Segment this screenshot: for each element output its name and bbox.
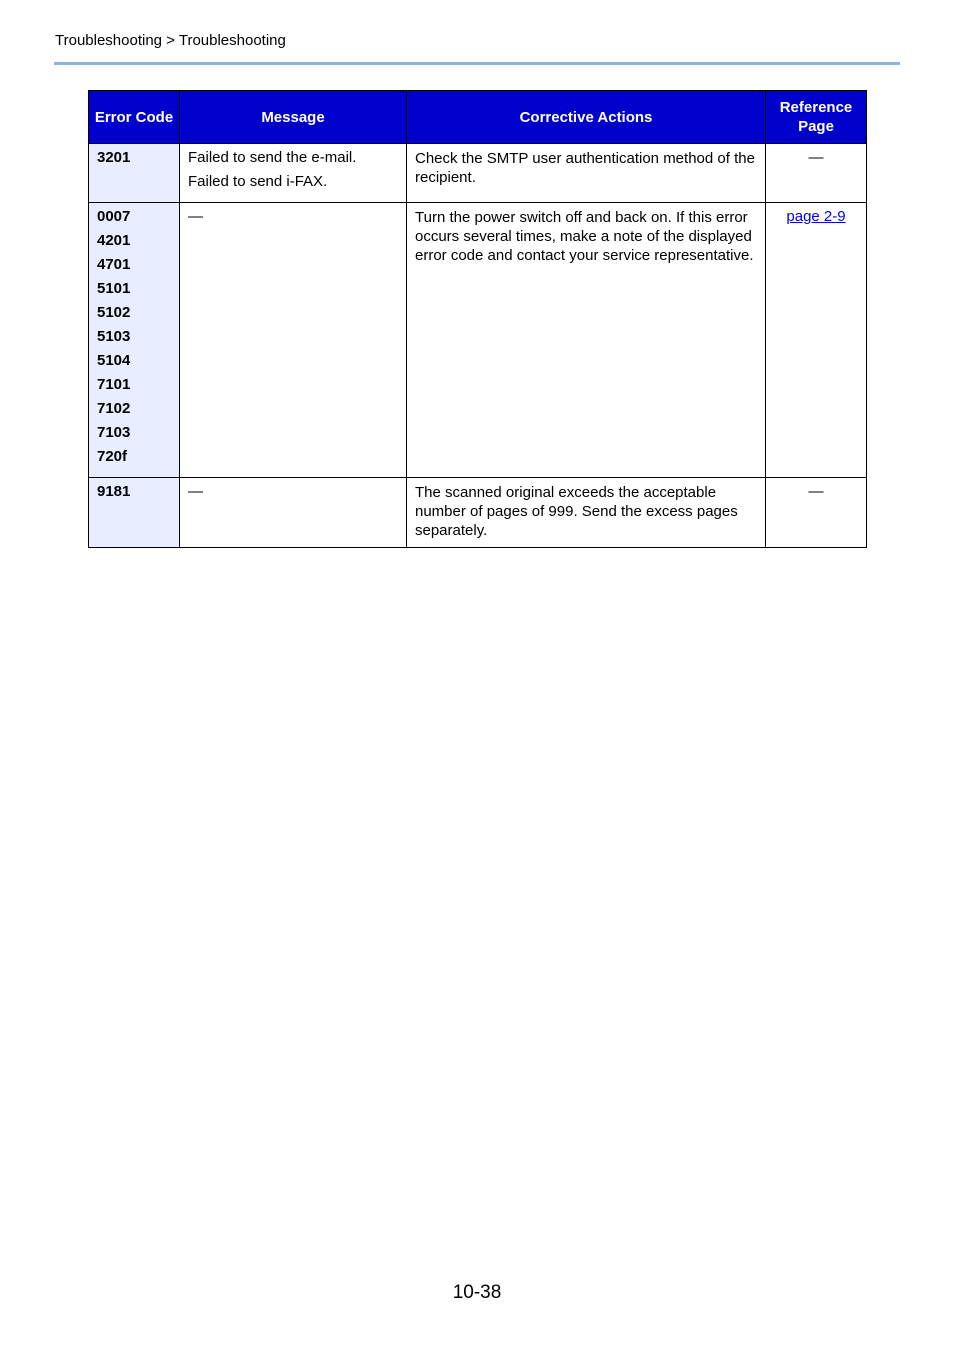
reference-text: — [808, 483, 824, 500]
error-code: 0007 [97, 208, 131, 225]
corrective-action-cell [407, 203, 766, 478]
table-row [89, 203, 867, 478]
error-code: 5104 [97, 352, 131, 369]
error-code: 5101 [97, 280, 131, 297]
reference-cell [766, 478, 867, 548]
message-line: Failed to send i-FAX. [188, 173, 328, 190]
corrective-action-text: Turn the power switch off and back on. If this error occurs several times, make a note of the displayed error code and contact your service representative. [415, 209, 754, 264]
reference-page-link[interactable]: page 2-9 [786, 208, 846, 225]
column-header-error-code: Error Code [89, 91, 180, 144]
message-cell [180, 478, 407, 548]
reference-text: — [808, 149, 824, 166]
error-code: 4701 [97, 256, 131, 273]
column-header-corrective-actions: Corrective Actions [407, 91, 766, 144]
reference-cell [766, 203, 867, 478]
corrective-action-cell [407, 478, 766, 548]
corrective-action-text: Check the SMTP user authentication method of the recipient. [415, 150, 755, 186]
error-code: 7101 [97, 376, 131, 393]
breadcrumb: Troubleshooting > Troubleshooting [55, 32, 286, 49]
error-code-cell [89, 478, 180, 548]
message-cell [180, 144, 407, 203]
error-code-cell [89, 144, 180, 203]
error-code: 7102 [97, 400, 131, 417]
error-code: 5103 [97, 328, 131, 345]
column-header-message: Message [180, 91, 407, 144]
error-code: 9181 [97, 483, 131, 500]
error-code-table [88, 90, 867, 548]
error-code: 7103 [97, 424, 131, 441]
error-code: 4201 [97, 232, 131, 249]
corrective-action-text: The scanned original exceeds the acceptable number of pages of 999. Send the excess pages separately. [415, 484, 738, 539]
message-line: — [188, 208, 203, 225]
column-header-reference-page: Reference Page [766, 91, 867, 144]
error-code: 720f [97, 448, 128, 465]
page-number: 10-38 [452, 1282, 502, 1303]
message-cell [180, 203, 407, 478]
message-line: Failed to send the e-mail. [188, 149, 357, 166]
reference-cell [766, 144, 867, 203]
table-row [89, 478, 867, 548]
header-divider [54, 62, 900, 65]
error-code: 5102 [97, 304, 131, 321]
table-row [89, 144, 867, 203]
error-code-cell [89, 203, 180, 478]
message-line: — [188, 483, 203, 500]
corrective-action-cell [407, 144, 766, 203]
error-code: 3201 [97, 149, 131, 166]
table-header-row [89, 91, 867, 144]
